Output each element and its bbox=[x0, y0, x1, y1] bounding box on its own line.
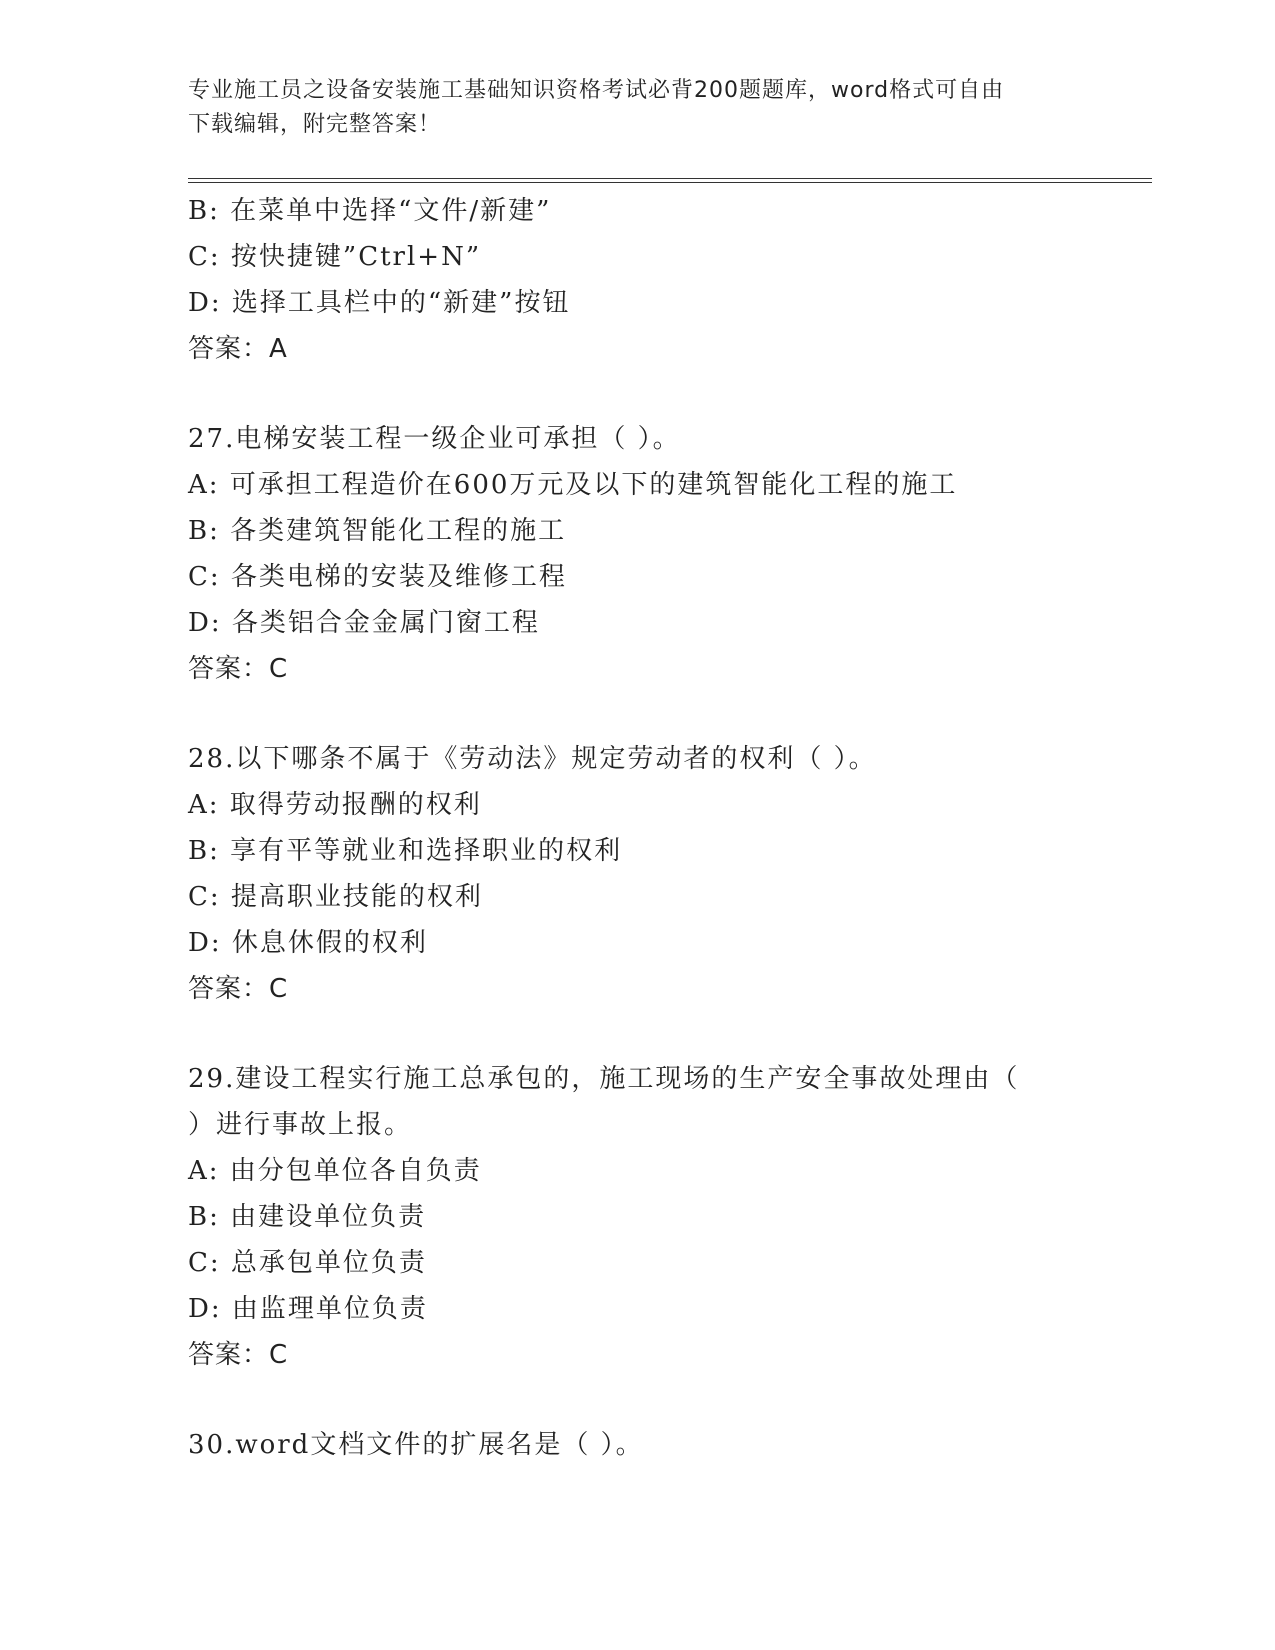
option-b: B: 在菜单中选择“文件/新建” bbox=[188, 196, 552, 226]
answer-label: 答案： bbox=[188, 1340, 270, 1370]
question-stem: 30.word文档文件的扩展名是（ ）。 bbox=[188, 1430, 644, 1460]
option-d: D: 休息休假的权利 bbox=[188, 928, 428, 958]
question-block-30 bbox=[188, 1422, 1088, 1468]
question-block-27 bbox=[188, 416, 1088, 692]
option-d: D: 由监理单位负责 bbox=[188, 1294, 428, 1324]
question-block-28 bbox=[188, 736, 1088, 1012]
option-c: C: 提高职业技能的权利 bbox=[188, 882, 483, 912]
option-b: B: 由建设单位负责 bbox=[188, 1202, 427, 1232]
answer-value: C bbox=[269, 654, 288, 684]
option-d: D: 各类铝合金金属门窗工程 bbox=[188, 608, 540, 638]
question-stem: 29.建设工程实行施工总承包的，施工现场的生产安全事故处理由（ bbox=[188, 1064, 1020, 1094]
question-stem: 28.以下哪条不属于《劳动法》规定劳动者的权利（ ）。 bbox=[188, 744, 877, 774]
option-a: A: 可承担工程造价在600万元及以下的建筑智能化工程的施工 bbox=[188, 470, 958, 500]
answer-value: A bbox=[269, 334, 287, 364]
option-d: D: 选择工具栏中的“新建”按钮 bbox=[188, 288, 571, 318]
document-body bbox=[188, 188, 1088, 1468]
option-b: B: 各类建筑智能化工程的施工 bbox=[188, 516, 567, 546]
answer-value: C bbox=[269, 1340, 288, 1370]
answer-line bbox=[188, 1332, 1088, 1378]
option-c: C: 各类电梯的安装及维修工程 bbox=[188, 562, 567, 592]
option-b: B: 享有平等就业和选择职业的权利 bbox=[188, 836, 623, 866]
answer-line bbox=[188, 966, 1088, 1012]
answer-line bbox=[188, 646, 1088, 692]
answer-value: C bbox=[269, 974, 288, 1004]
header-line-1: 专业施工员之设备安装施工基础知识资格考试必背200题题库，word格式可自由 bbox=[188, 78, 1005, 103]
question-block-29 bbox=[188, 1056, 1088, 1378]
option-a: A: 由分包单位各自负责 bbox=[188, 1156, 482, 1186]
answer-label: 答案： bbox=[188, 974, 270, 1004]
header-line-2: 下载编辑，附完整答案！ bbox=[188, 112, 442, 137]
option-a: A: 取得劳动报酬的权利 bbox=[188, 790, 482, 820]
answer-label: 答案： bbox=[188, 334, 270, 364]
header-divider bbox=[188, 178, 1152, 183]
question-stem: 27.电梯安装工程一级企业可承担（ ）。 bbox=[188, 424, 681, 454]
question-block-26 bbox=[188, 188, 1088, 372]
answer-line bbox=[188, 326, 1088, 372]
option-c: C: 按快捷键”Ctrl+N” bbox=[188, 242, 482, 272]
question-stem-continued: ）进行事故上报。 bbox=[188, 1110, 413, 1140]
page-header bbox=[188, 74, 1068, 142]
option-c: C: 总承包单位负责 bbox=[188, 1248, 427, 1278]
answer-label: 答案： bbox=[188, 654, 270, 684]
